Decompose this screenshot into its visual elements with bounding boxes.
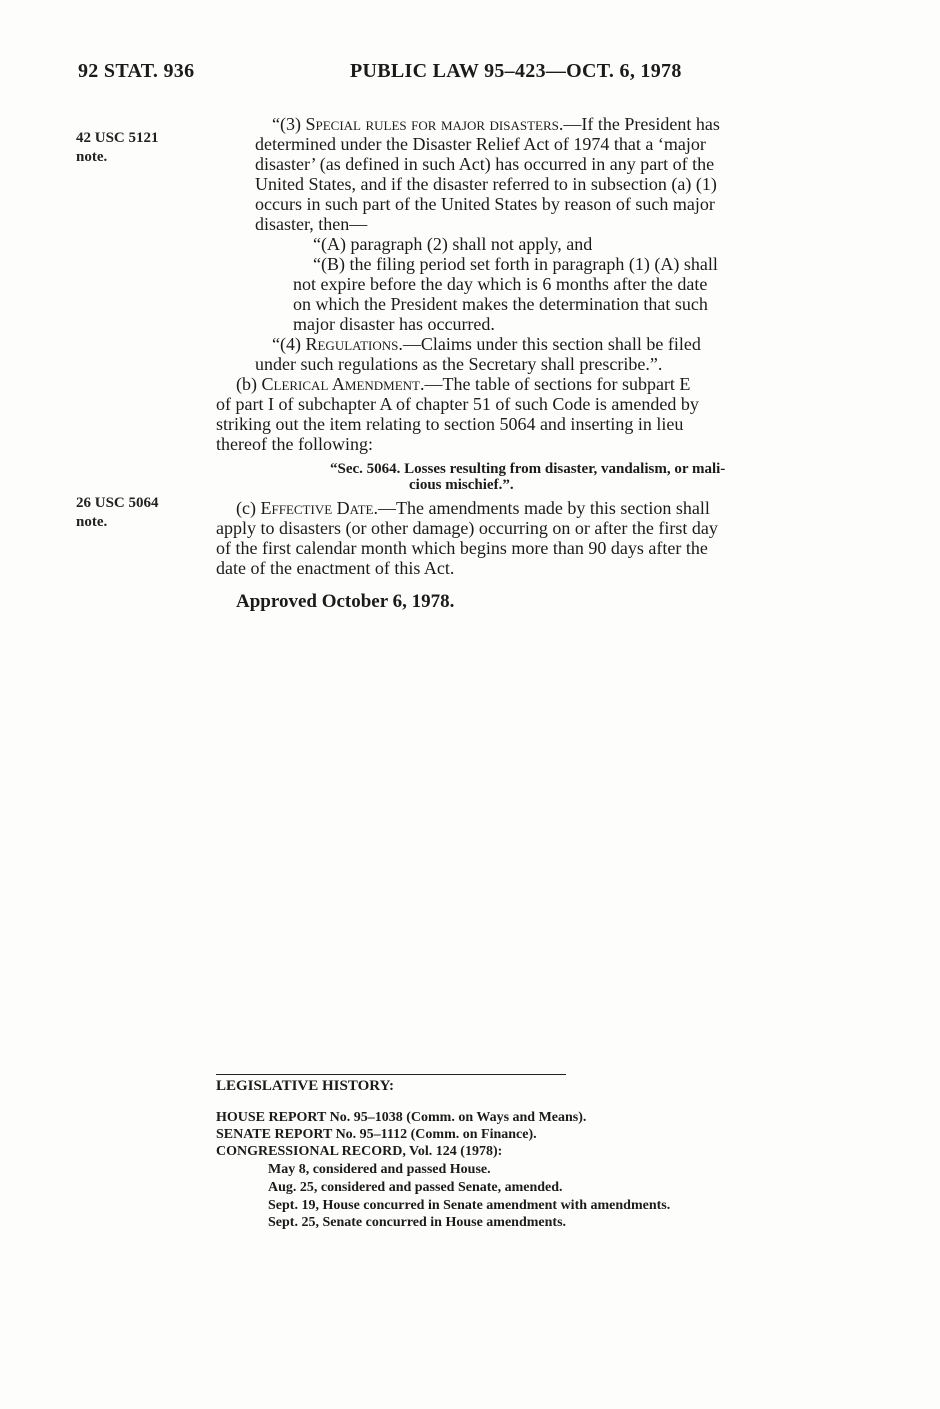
subpara-b-line: not expire before the day which is 6 months after the date <box>293 274 708 294</box>
para-3-line: disaster, then— <box>255 214 368 234</box>
table-entry-line: cious mischief.”. <box>409 477 514 493</box>
record-entry: Aug. 25, considered and passed Senate, amended. <box>268 1180 563 1195</box>
para-4-line: under such regulations as the Secretary shall prescribe.”. <box>255 354 663 374</box>
para-4-heading: Regulations. <box>305 334 403 354</box>
section-b-heading: Clerical Amendment. <box>261 374 425 394</box>
history-divider <box>216 1074 566 1075</box>
section-c-line-1: (c) Effective Date.—The amendments made by this section shall <box>236 498 710 518</box>
para-3-line-1: “(3) Special rules for major disasters.—If the President has <box>272 114 720 134</box>
para-3-line: United States, and if the disaster referred to in subsection (a) (1) <box>255 174 717 194</box>
para-3-line: disaster’ (as defined in such Act) has occurred in any part of the <box>255 154 715 174</box>
section-c-line: apply to disasters (or other damage) occurring on or after the first day <box>216 518 718 538</box>
subpara-b-line: on which the President makes the determination that such <box>293 294 708 314</box>
record-entry: Sept. 19, House concurred in Senate amendment with amendments. <box>268 1198 671 1213</box>
section-b-line: striking out the item relating to section 5064 and inserting in lieu <box>216 414 684 434</box>
page-number-header: 92 STAT. 936 <box>78 60 195 82</box>
record-entry: Sept. 25, Senate concurred in House amendments. <box>268 1215 567 1230</box>
section-c-line: of the first calendar month which begins more than 90 days after the <box>216 538 708 558</box>
para-3-heading: Special rules for major disasters. <box>305 114 564 134</box>
history-item: CONGRESSIONAL RECORD, Vol. 124 (1978): <box>216 1144 503 1159</box>
para-3-line: determined under the Disaster Relief Act of 1974 that a ‘major <box>255 134 706 154</box>
section-b-line: of part I of subchapter A of chapter 51 of such Code is amended by <box>216 394 699 414</box>
legislative-history-title: LEGISLATIVE HISTORY: <box>216 1078 395 1094</box>
subpara-b-line: “(B) the filing period set forth in paragraph (1) (A) shall <box>313 254 718 274</box>
section-c-line: date of the enactment of this Act. <box>216 558 455 578</box>
subpara-b-line: major disaster has occurred. <box>293 314 495 334</box>
margin-note-usc-5121: 42 USC 5121 note. <box>76 130 159 165</box>
history-item: HOUSE REPORT No. 95–1038 (Comm. on Ways and Means). <box>216 1110 587 1125</box>
para-4-line-1: “(4) Regulations.—Claims under this section shall be filed <box>272 334 701 354</box>
table-entry-line: “Sec. 5064. Losses resulting from disaster, vandalism, or mali- <box>330 461 726 477</box>
law-title-header: PUBLIC LAW 95–423—OCT. 6, 1978 <box>350 60 682 82</box>
section-b-line-1: (b) Clerical Amendment.—The table of sections for subpart E <box>236 374 691 394</box>
section-b-line: thereof the following: <box>216 434 373 454</box>
subpara-a: “(A) paragraph (2) shall not apply, and <box>313 234 593 254</box>
history-item: SENATE REPORT No. 95–1112 (Comm. on Finance). <box>216 1127 537 1142</box>
approval-date: Approved October 6, 1978. <box>236 591 455 612</box>
para-3-line: occurs in such part of the United States by reason of such major <box>255 194 715 214</box>
margin-note-usc-5064: 26 USC 5064 note. <box>76 495 159 530</box>
section-c-heading: Effective Date. <box>260 498 378 518</box>
record-entry: May 8, considered and passed House. <box>268 1162 491 1177</box>
